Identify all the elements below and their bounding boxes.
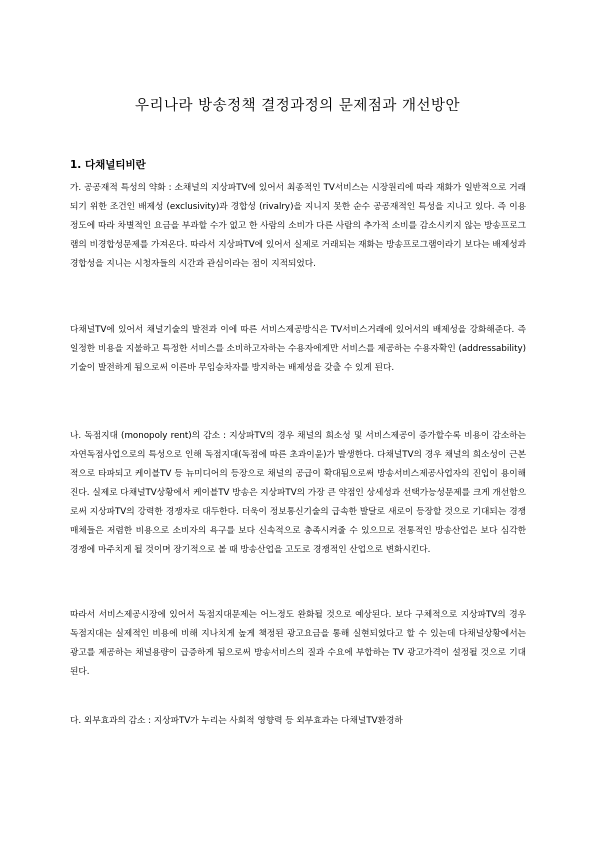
paragraph-monopoly-rent: 나. 독점지대 (monopoly rent)의 감소 : 지상파TV의 경우 채널의 희소성 및 서비스제공이 증가할수록 비용이 감소하는 자연독점사업으로의 특성으로 인해 독점지대(독점에 따른 초과이윤)가 발생한다. 다채널TV의 경우 채널의 희소성이 근본적으로 타파되고 케이블TV 등 뉴미디어의 등장으로 채널의 공급이 확대됨으로써 방송서비스제공사업자의 진입이 용이해진다. 실제로 다채널TV상황에서 케이블TV 방송은 지상파TV의 가장 큰 약점인 상세성과 선택가능성문제를 크게 개선함으로써 지상파TV의 강력한 경쟁자로 대두한다. 더욱이 정보통신기술의 급속한 발달로 새로이 등장할 것으로 기대되는 경쟁매체들은 저렴한 비용으로 소비자의 욕구를 보다 신속적으로 충족시켜줄 수 있으므로 전통적인 방송산업은 보다 심각한 경쟁에 마주치게 될 것이며 장기적으로 볼 때 방송산업을 고도로 경쟁적인 산업으로 변화시킨다. [70,431,526,555]
document-title: 우리나라 방송정책 결정과정의 문제점과 개선방안 [134,98,461,114]
paragraph-externality: 다. 외부효과의 감소 : 지상파TV가 누리는 사회적 영향력 등 외부효과는 다채널TV환경하 [70,716,403,726]
paragraph-rent-relief: 따라서 서비스제공시장에 있어서 독점지대문제는 어느정도 완화될 것으로 예상된다. 보다 구체적으로 지상파TV의 경우 독점지대는 실제적인 비용에 비해 지나치게 높게 책정된 광고요금을 통해 실현되었다고 할 수 있는데 다채널상황에서는 광고를 제공하는 채널용량이 급증하게 됨으로써 방송서비스의 질과 수요에 부합하는 TV 광고가격이 설정될 것으로 기대된다. [70,610,526,677]
section-heading: 1. 다채널티비란 [70,159,146,171]
paragraph-exclusivity: 다채널TV에 있어서 채널기술의 발전과 이에 따른 서비스제공방식은 TV서비스거래에 있어서의 배제성을 강화해준다. 즉 일정한 비용을 지불하고 특정한 서비스를 소비하고자하는 수용자에게만 서비스를 제공하는 수용자확인 (addressability)기술이 발전하게 됨으로써 이른바 무임승차자를 방지하는 배제성을 갖출 수 있게 된다. [70,325,527,373]
paragraph-public-goods: 가. 공공재적 특성의 약화 : 소채널의 지상파TV에 있어서 최종적인 TV서비스는 시장원리에 따라 재화가 일반적으로 거래되기 위한 조건인 배제성 (exclusivity)과 경합성 (rivalry)을 지니지 못한 순수 공공재적인 특성을 지니고 있다. 즉 이용정도에 따라 차별적인 요금을 부과할 수가 없고 한 사람의 소비가 다른 사람의 추가적 소비를 감소시키지 않는 방송프로그램의 비경합성문제를 가져온다. 따라서 지상파TV에 있어서 실제로 거래되는 재화는 방송프로그램이라기 보다는 배제성과 경합성을 지니는 시청자들의 시간과 관심이라는 점이 지적되었다. [70,183,526,269]
